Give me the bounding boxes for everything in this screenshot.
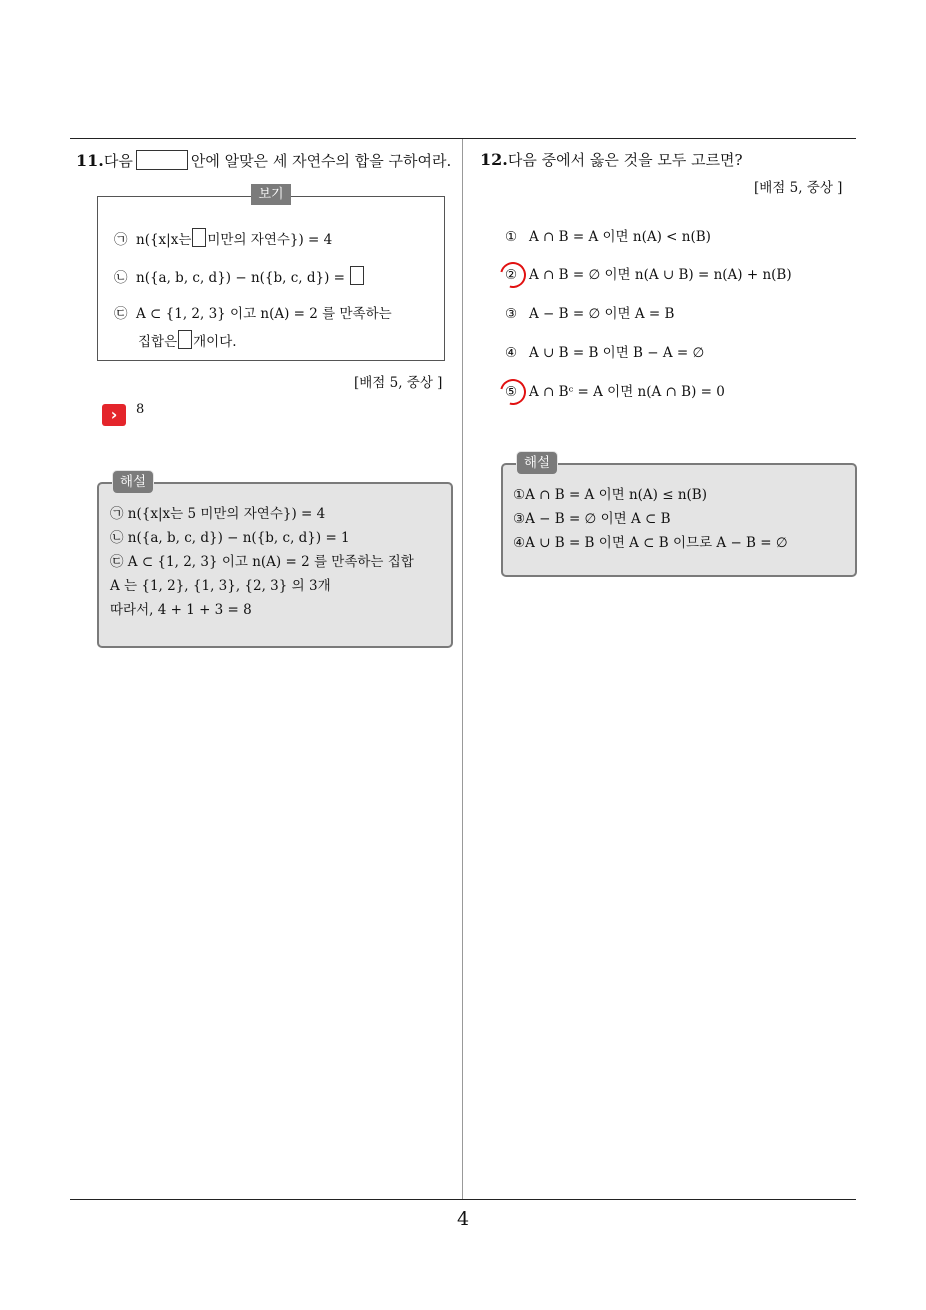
bogi-blank-box [178, 330, 192, 349]
bogi-title: 보기 [251, 184, 291, 205]
q12-solution-text [513, 483, 788, 555]
solution-line: ①A ∩ B = A 이면 n(A) ≤ n(B) [513, 487, 707, 503]
choice-text: A ∩ B = ∅ 이면 n(A ∪ B) = n(A) + n(B) [529, 267, 792, 283]
bogi-item-3-line2 [138, 330, 237, 352]
bogi-item-3 [114, 304, 392, 324]
choice-mark: ③ [505, 306, 518, 322]
q12-choice-3[interactable] [505, 304, 674, 324]
choice-mark: ② [505, 267, 518, 283]
choice-text: A ∩ Bᶜ = A 이면 n(A ∩ B) = 0 [529, 384, 725, 400]
q11-text-after: 안에 알맞은 세 자연수의 합을 구하여라. [190, 152, 452, 170]
solution-line: ㉢ A ⊂ {1, 2, 3} 이고 n(A) = 2 를 만족하는 집합 [110, 554, 414, 570]
choice-mark: ① [505, 229, 518, 245]
choice-text: A ∩ B = A 이면 n(A) < n(B) [529, 229, 711, 245]
q11-number: 11. [76, 151, 104, 170]
bogi-item-text: 미만의 자연수}) = 4 [207, 232, 333, 248]
q12-points: [배점 5, 중상 ] [754, 180, 843, 196]
q11-text-before: 다음 [103, 152, 133, 170]
q12-choice-4[interactable] [505, 343, 704, 363]
q12-text: 다음 중에서 옳은 것을 모두 고르면? [507, 151, 743, 169]
q11-heading [76, 150, 451, 171]
solution-line: ④A ∪ B = B 이면 A ⊂ B 이므로 A − B = ∅ [513, 535, 788, 551]
chevron-right-icon: › [102, 404, 126, 426]
page-number: 4 [456, 1208, 470, 1230]
q11-solution-label: 해설 [112, 470, 154, 494]
answer-circle-mark [495, 257, 531, 293]
bogi-blank-box [192, 228, 206, 247]
bottom-rule [70, 1199, 856, 1200]
bogi-item-text: A ⊂ {1, 2, 3} 이고 n(A) = 2 를 만족하는 [136, 306, 392, 322]
choice-text: A − B = ∅ 이면 A = B [529, 306, 675, 322]
solution-line: ③A − B = ∅ 이면 A ⊂ B [513, 511, 671, 527]
solution-line: A 는 {1, 2}, {1, 3}, {2, 3} 의 3개 [110, 578, 331, 594]
q11-answer: 8 [136, 402, 145, 417]
q12-choice-5[interactable] [505, 382, 725, 402]
q12-choice-1[interactable] [505, 227, 711, 247]
q12-heading [480, 150, 743, 170]
solution-line: ㉡ n({a, b, c, d}) − n({b, c, d}) = 1 [110, 530, 350, 546]
bogi-item-mark: ㉠ [114, 232, 128, 248]
choice-mark: ④ [505, 345, 518, 361]
column-divider [462, 139, 463, 1200]
solution-line: 따라서, 4 + 1 + 3 = 8 [110, 602, 252, 618]
bogi-item-text: 개이다. [193, 334, 237, 350]
answer-circle-mark [495, 374, 531, 410]
q12-choice-2[interactable] [505, 265, 792, 285]
solution-line: ㉠ n({x|x는 5 미만의 자연수}) = 4 [110, 506, 326, 522]
choice-mark: ⑤ [505, 384, 518, 400]
bogi-item-2 [114, 266, 365, 288]
q12-solution-label: 해설 [516, 451, 558, 475]
bogi-blank-box [350, 266, 364, 285]
q12-number: 12. [480, 150, 508, 169]
top-rule [70, 138, 856, 139]
q11-blank-box [136, 150, 188, 170]
q11-points: [배점 5, 중상 ] [354, 375, 443, 391]
bogi-item-text: 집합은 [138, 334, 178, 350]
bogi-item-mark: ㉢ [114, 306, 128, 322]
bogi-item-mark: ㉡ [114, 270, 128, 286]
choice-text: A ∪ B = B 이면 B − A = ∅ [529, 345, 705, 361]
bogi-item-1 [114, 228, 332, 250]
q11-solution-text [110, 502, 414, 622]
bogi-item-text: n({x|x는 [136, 232, 192, 248]
bogi-item-text: n({a, b, c, d}) − n({b, c, d}) = [136, 270, 345, 286]
